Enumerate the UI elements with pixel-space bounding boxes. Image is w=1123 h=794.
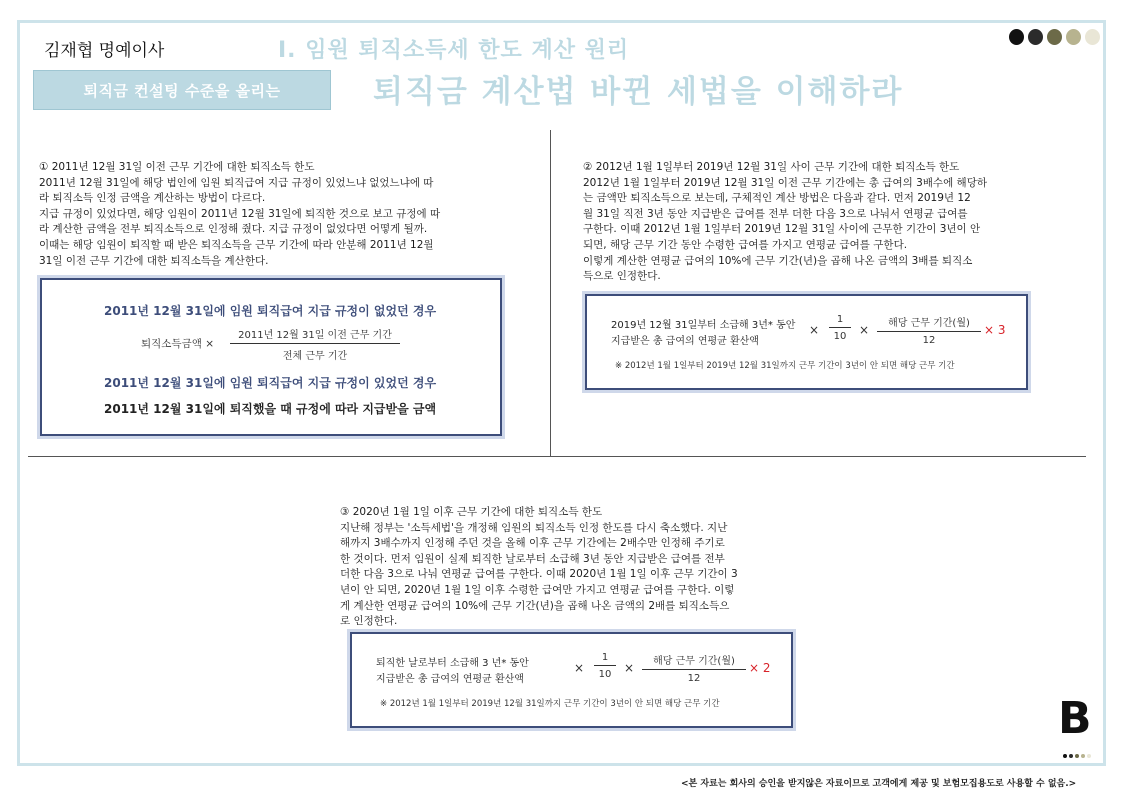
section3-line2: 지급받은 총 급여의 연평균 환산액 [376,674,524,685]
section3-multiplier: × 2 [749,661,771,675]
brand-logo: B [1058,693,1092,744]
section2-fraction2-numerator: 해당 근무 기간(월) [877,314,981,332]
section3-fraction1 [594,652,616,680]
logo-dot-4 [1081,754,1085,758]
section3-fraction1-numerator: 1 [594,652,616,666]
section1-body: 2011년 12월 31일에 해당 법인에 임원 퇴직급여 지급 규정이 있었느냐 없었느냐에 따 라 퇴직소득 인정 금액을 계산하는 방법이 다르다. 지급 규정이 있었다면, 해당 임원이 2011년 12월 31일에 퇴직한 것으로 보고 규정에 따 라 계산한 금액을 전부 퇴직소득으로 인정해 줬다. 지급 규정이 없었다면 어떻게 될까. 이때는 해당 임원이 퇴직할 때 받은 퇴직소득을 근무 기간에 따라 안분해 2011년 12월 31일 이전 근무 기간에 대한 퇴직소득을 계산한다. [39,176,441,267]
section1-text [39,160,539,269]
section2-times1: × [809,323,820,337]
section2-line2: 지급받은 총 급여의 연평균 환산액 [611,336,759,347]
section3-line1: 퇴직한 날로부터 소급해 3 년* 동안 [376,658,529,669]
section1-formula-left: 퇴직소득금액 × [141,338,214,350]
section2-note: ※ 2012년 1월 1일부터 2019년 12월 31일까지 근무 기간이 3년이 안 되면 해당 근무 기간 [615,361,955,371]
section3-times1: × [574,661,585,675]
section3-text [340,505,840,630]
main-title: 퇴직금 계산법 바뀐 세법을 이해하라 [373,74,904,110]
section2-multiplier: × 3 [984,323,1006,337]
decorative-dots [1009,29,1101,47]
section3-formula-box [350,632,793,728]
section2-times2: × [859,323,870,337]
dot-3 [1047,29,1062,45]
section2-fraction2-denominator: 12 [922,335,936,346]
section2-heading: ② 2012년 1월 1일부터 2019년 12월 31일 사이 근무 기간에 대한 퇴직소득 한도 [583,161,960,173]
dot-2 [1028,29,1043,45]
column-divider [550,130,551,456]
section2-line1: 2019년 12월 31일부터 소급해 3년* 동안 [611,320,796,331]
subtitle-label: 퇴직금 컨설팅 수준을 올리는 [83,82,281,100]
section2-fraction1-denominator: 10 [833,331,847,342]
section2-fraction1-numerator: 1 [829,314,851,328]
subtitle-badge [33,70,331,110]
section2-formula-box [585,294,1028,390]
row-divider [28,456,1086,457]
section-title: Ⅰ. 임원 퇴직소득세 한도 계산 원리 [278,38,630,63]
section3-heading: ③ 2020년 1월 1일 이후 근무 기간에 대한 퇴직소득 한도 [340,506,603,518]
section1-case2-title: 2011년 12월 31일에 임원 퇴직급여 지급 규정이 있었던 경우 [104,376,437,390]
brand-logo-dots [1063,754,1093,760]
section1-case2-desc: 2011년 12월 31일에 퇴직했을 때 규정에 따라 지급받을 금액 [104,402,437,416]
author-name: 김재협 명예이사 [44,41,165,61]
dot-4 [1066,29,1081,45]
section3-note: ※ 2012년 1월 1일부터 2019년 12월 31일까지 근무 기간이 3년이 안 되면 해당 근무 기간 [380,699,720,709]
section3-body: 지난해 정부는 '소득세법'을 개정해 임원의 퇴직소득 인정 한도를 다시 축소했다. 지난 해까지 3배수까지 인정해 주던 것을 올해 이후 근무 기간에는 2배수만 인정해 주기로 한 것이다. 먼저 임원이 실제 퇴직한 날로부터 소급해 3년 동안 지급받은 급여를 전부 더한 다음 3으로 나눠 연평균 급여를 구한다. 이때 2020년 1월 1일 이후 근무 기간이 3 년이 안 되면, 2020년 1월 1일 이후 수령한 급여만 가지고 연평균 급여를 구한다. 이렇 게 계산한 연평균 급여의 10%에 근무 기간(년)을 곱해 나온 금액의 2배를 퇴직소득으 로 인정한다. [340,521,738,628]
section1-fraction-numerator: 2011년 12월 31일 이전 근무 기간 [230,326,400,344]
section1-heading: ① 2011년 12월 31일 이전 근무 기간에 대한 퇴직소득 한도 [39,161,315,173]
section1-case1-title: 2011년 12월 31일에 임원 퇴직급여 지급 규정이 없었던 경우 [104,304,437,318]
section3-fraction2-denominator: 12 [687,673,701,684]
section3-fraction2-numerator: 해당 근무 기간(월) [642,652,746,670]
logo-dot-2 [1069,754,1073,758]
footer-disclaimer: <본 자료는 회사의 승인을 받지않은 자료이므로 고객에게 제공 및 보험모집용도로 사용할 수 없음.> [681,779,1077,789]
section2-body: 2012년 1월 1일부터 2019년 12월 31일 이전 근무 기간에는 총 급여의 3배수에 해당하 는 금액만 퇴직소득으로 보는데, 구체적인 계산 방법은 다음과 같다. 먼저 2019년 12 월 31일 직전 3년 동안 지급받은 급여를 전부 더한 다음 3으로 나눠서 연평균 급여를 구한다. 이때 2012년 1월 1일부터 2019년 12월 31일 사이에 근무한 기간이 3년이 안 되면, 해당 근무 기간 동안 수령한 급여를 가지고 연평균 급여를 구한다. 이렇게 계산한 연평균 급여의 10%에 근무 기간(년)을 곱해 나온 금액의 3배를 퇴직소 득으로 인정한다. [583,176,987,283]
section3-fraction2 [642,652,746,684]
logo-dot-1 [1063,754,1067,758]
logo-dot-5 [1087,754,1091,758]
section1-fraction [230,326,400,362]
section3-times2: × [624,661,635,675]
section2-fraction2 [877,314,981,346]
section1-formula-box [40,278,502,436]
dot-5 [1085,29,1100,45]
dot-1 [1009,29,1024,45]
logo-dot-3 [1075,754,1079,758]
section1-fraction-denominator: 전체 근무 기간 [282,351,348,362]
section3-fraction1-denominator: 10 [598,669,612,680]
section2-text [583,160,1083,285]
section2-fraction1 [829,314,851,342]
